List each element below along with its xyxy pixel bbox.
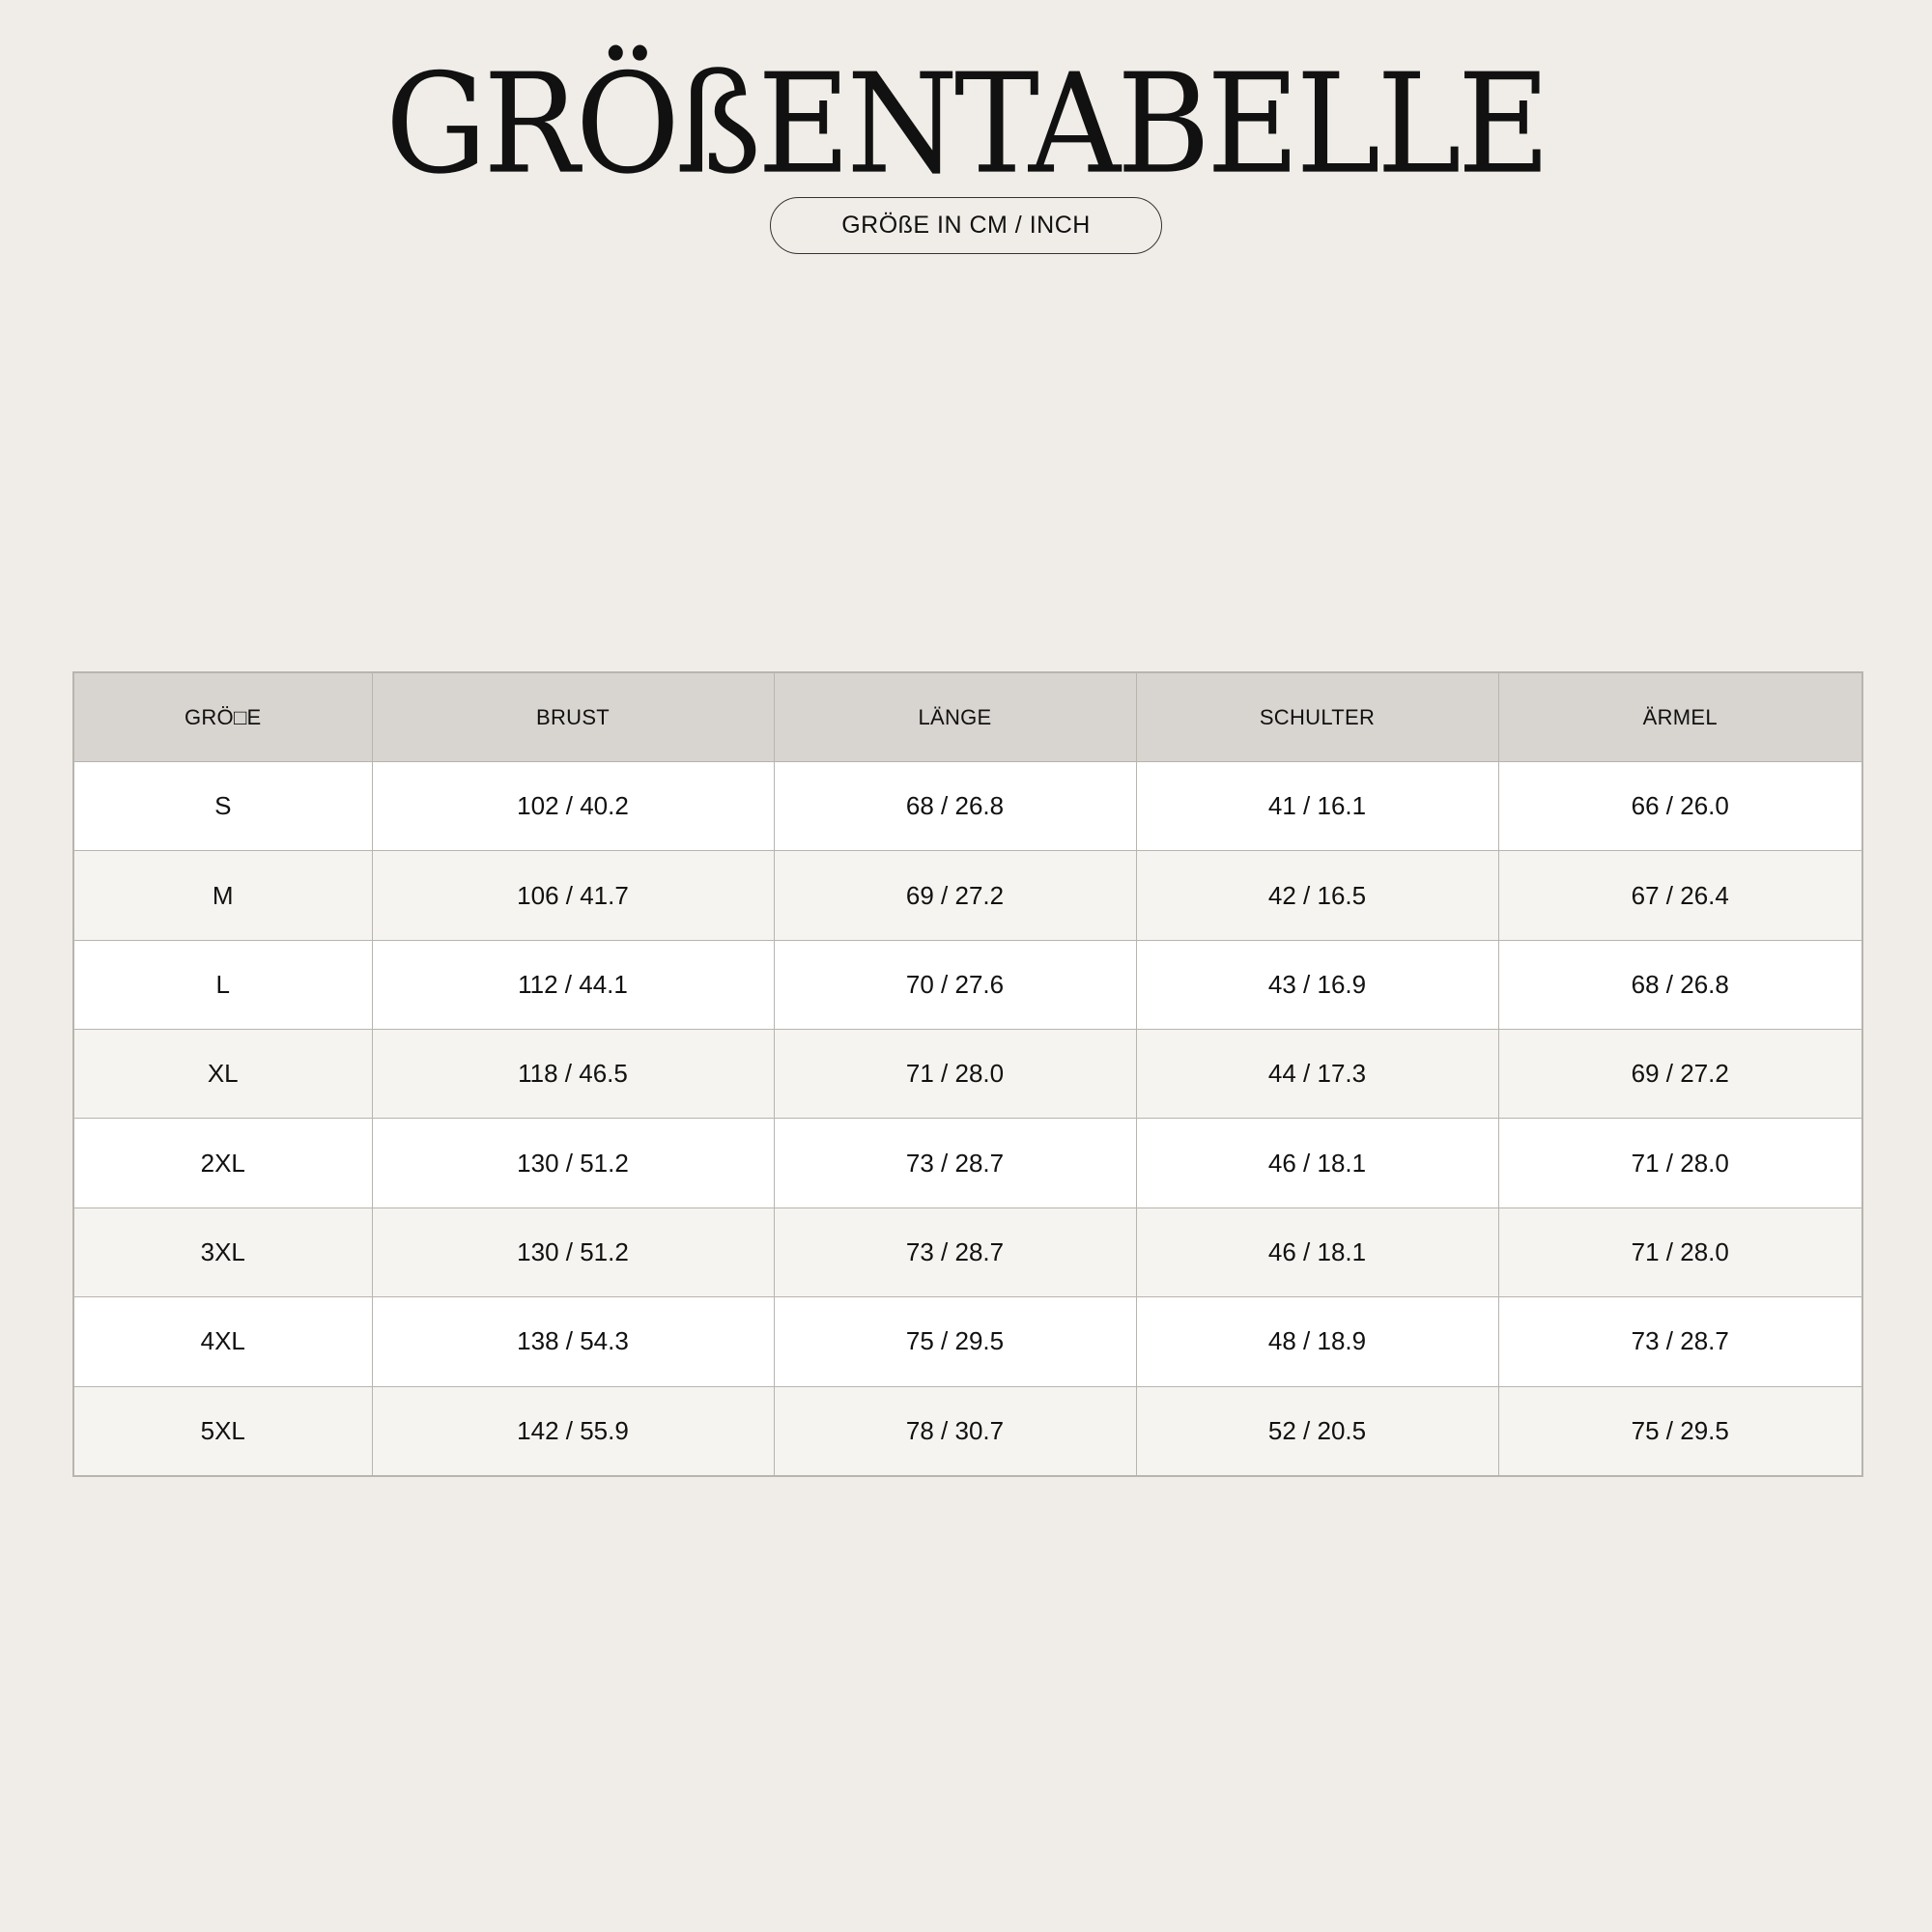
size-cell: S [73,762,372,851]
column-header-shoulder: SCHULTER [1136,672,1498,762]
chest-cell: 130 / 51.2 [372,1208,774,1296]
size-cell: M [73,851,372,940]
column-header-chest: BRUST [372,672,774,762]
size-chart-table [72,671,1863,1477]
length-cell: 73 / 28.7 [774,1119,1136,1208]
shoulder-cell: 46 / 18.1 [1136,1119,1498,1208]
chest-cell: 112 / 44.1 [372,940,774,1029]
table-row [73,1297,1862,1386]
sleeve-cell: 69 / 27.2 [1498,1030,1862,1119]
sleeve-cell: 71 / 28.0 [1498,1208,1862,1296]
unit-label-badge: GRÖßE IN CM / INCH [770,197,1162,254]
table-row [73,1030,1862,1119]
table-row [73,1386,1862,1476]
size-cell: 5XL [73,1386,372,1476]
size-cell: XL [73,1030,372,1119]
shoulder-cell: 44 / 17.3 [1136,1030,1498,1119]
length-cell: 71 / 28.0 [774,1030,1136,1119]
shoulder-cell: 52 / 20.5 [1136,1386,1498,1476]
shoulder-cell: 41 / 16.1 [1136,762,1498,851]
table-row [73,940,1862,1029]
length-cell: 78 / 30.7 [774,1386,1136,1476]
chest-cell: 138 / 54.3 [372,1297,774,1386]
sleeve-cell: 73 / 28.7 [1498,1297,1862,1386]
size-cell: L [73,940,372,1029]
length-cell: 69 / 27.2 [774,851,1136,940]
column-header-length: LÄNGE [774,672,1136,762]
chest-cell: 130 / 51.2 [372,1119,774,1208]
table-row [73,851,1862,940]
page-title: GRÖßENTABELLE [384,43,1548,206]
shoulder-cell: 48 / 18.9 [1136,1297,1498,1386]
size-cell: 3XL [73,1208,372,1296]
size-cell: 2XL [73,1119,372,1208]
length-cell: 68 / 26.8 [774,762,1136,851]
chest-cell: 102 / 40.2 [372,762,774,851]
column-header-size: GRÖ□E [73,672,372,762]
table-header-row [73,672,1862,762]
sleeve-cell: 75 / 29.5 [1498,1386,1862,1476]
sleeve-cell: 66 / 26.0 [1498,762,1862,851]
length-cell: 70 / 27.6 [774,940,1136,1029]
column-header-sleeve: ÄRMEL [1498,672,1862,762]
sleeve-cell: 67 / 26.4 [1498,851,1862,940]
shoulder-cell: 43 / 16.9 [1136,940,1498,1029]
chest-cell: 118 / 46.5 [372,1030,774,1119]
table-row [73,1208,1862,1296]
sleeve-cell: 71 / 28.0 [1498,1119,1862,1208]
shoulder-cell: 46 / 18.1 [1136,1208,1498,1296]
shoulder-cell: 42 / 16.5 [1136,851,1498,940]
chest-cell: 142 / 55.9 [372,1386,774,1476]
table-row [73,1119,1862,1208]
size-cell: 4XL [73,1297,372,1386]
chest-cell: 106 / 41.7 [372,851,774,940]
sleeve-cell: 68 / 26.8 [1498,940,1862,1029]
table-row [73,762,1862,851]
length-cell: 75 / 29.5 [774,1297,1136,1386]
length-cell: 73 / 28.7 [774,1208,1136,1296]
